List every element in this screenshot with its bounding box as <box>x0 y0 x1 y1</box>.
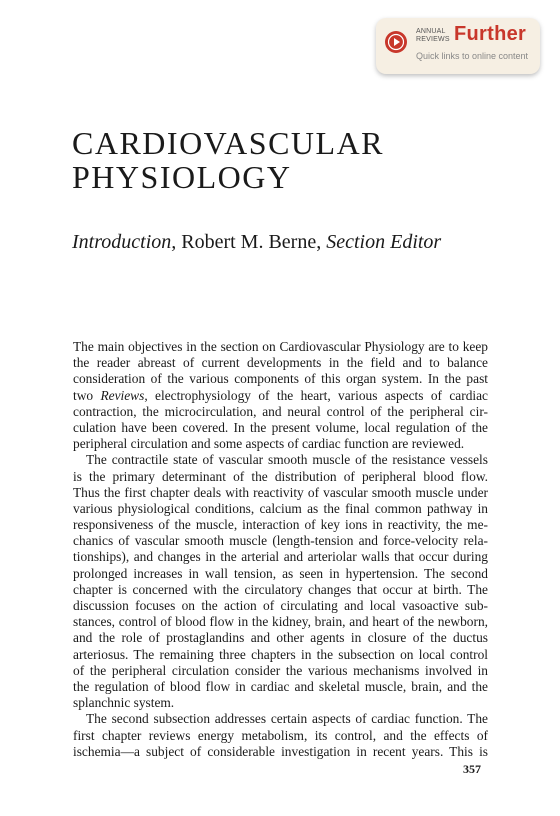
body-line: the reader abreast of current developments in the field and to balance <box>73 355 488 371</box>
byline-role: Section Editor <box>326 231 442 253</box>
badge-further-label[interactable]: Further <box>454 23 527 45</box>
annual-reviews-logo-text <box>416 28 450 44</box>
body-line: The contractile state of vascular smooth muscle of the resistance vessels <box>86 452 488 468</box>
byline <box>72 231 441 254</box>
page-number: 357 <box>463 762 481 776</box>
body-line: of the peripheral circulation consider the various mechanisms involved in <box>73 662 488 678</box>
body-line: consideration of the various components of this organ system. In the past <box>73 371 488 387</box>
body-line: is the primary determinant of the distribution of peripheral blood flow. <box>73 468 488 484</box>
body-line: and the role of prostaglandins and other agents in closure of the ductus <box>73 630 488 646</box>
body-text <box>73 339 488 760</box>
body-line: tionships), and changes in the arterial and arteriolar walls that occur during <box>73 549 488 565</box>
body-line: chanics of vascular smooth muscle (length-tension and force-velocity rela- <box>73 533 488 549</box>
byline-intro: Introduction, <box>72 231 177 253</box>
body-line: discussion focuses on the action of circulating and local vasoactive sub- <box>73 598 488 613</box>
body-line: first chapter reviews energy metabolism, its control, and the effects of <box>73 727 488 743</box>
badge-line1: ANNUAL <box>416 28 446 35</box>
body-line: various physiological conditions, calcium as the final common pathway in <box>73 500 488 516</box>
body-line: culation have been covered. In the present volume, local regulation of the <box>73 419 488 435</box>
body-line: prolonged increases in wall tension, as seen in hypertension. The second <box>73 565 488 581</box>
body-line: contraction, the microcirculation, and neural control of the peripheral cir- <box>73 403 488 419</box>
body-line: Thus the first chapter deals with reactivity of vascular smooth muscle under <box>73 484 488 500</box>
body-line: arteriosus. The remaining three chapters in the subsection on local control <box>73 646 488 662</box>
body-line: the regulation of blood flow in cardiac and skeletal muscle, brain, and the <box>73 678 488 694</box>
byline-author: Robert M. Berne, <box>181 231 322 253</box>
annual-reviews-further-badge[interactable] <box>376 18 540 74</box>
section-title <box>72 126 384 194</box>
badge-line2: REVIEWS <box>416 36 450 43</box>
body-line: stances, control of blood flow in the kidney, brain, and heart of the newborn, <box>73 614 488 630</box>
body-line: The second subsection addresses certain aspects of cardiac function. The <box>86 711 488 727</box>
title-line2: PHYSIOLOGY <box>72 159 292 195</box>
play-arrow-icon <box>384 30 408 54</box>
body-line: The main objectives in the section on Cardiovascular Physiology are to keep <box>73 339 488 354</box>
body-line: responsiveness of the muscle, interaction of key ions in reactivity, the me- <box>73 517 488 533</box>
badge-subtitle: Quick links to online content <box>416 51 529 61</box>
body-line: two Reviews, electrophysiology of the heart, various aspects of cardiac <box>73 387 488 403</box>
title-line1: CARDIOVASCULAR <box>72 125 385 161</box>
body-line: ischemia—a subject of considerable investigation in recent years. This is <box>73 743 488 759</box>
body-line: chapter is concerned with the circulatory changes that occur at birth. The <box>73 581 488 597</box>
body-line: peripheral circulation and some aspects of cardiac function are reviewed. <box>73 436 465 452</box>
body-line: splanchnic system. <box>73 695 175 711</box>
